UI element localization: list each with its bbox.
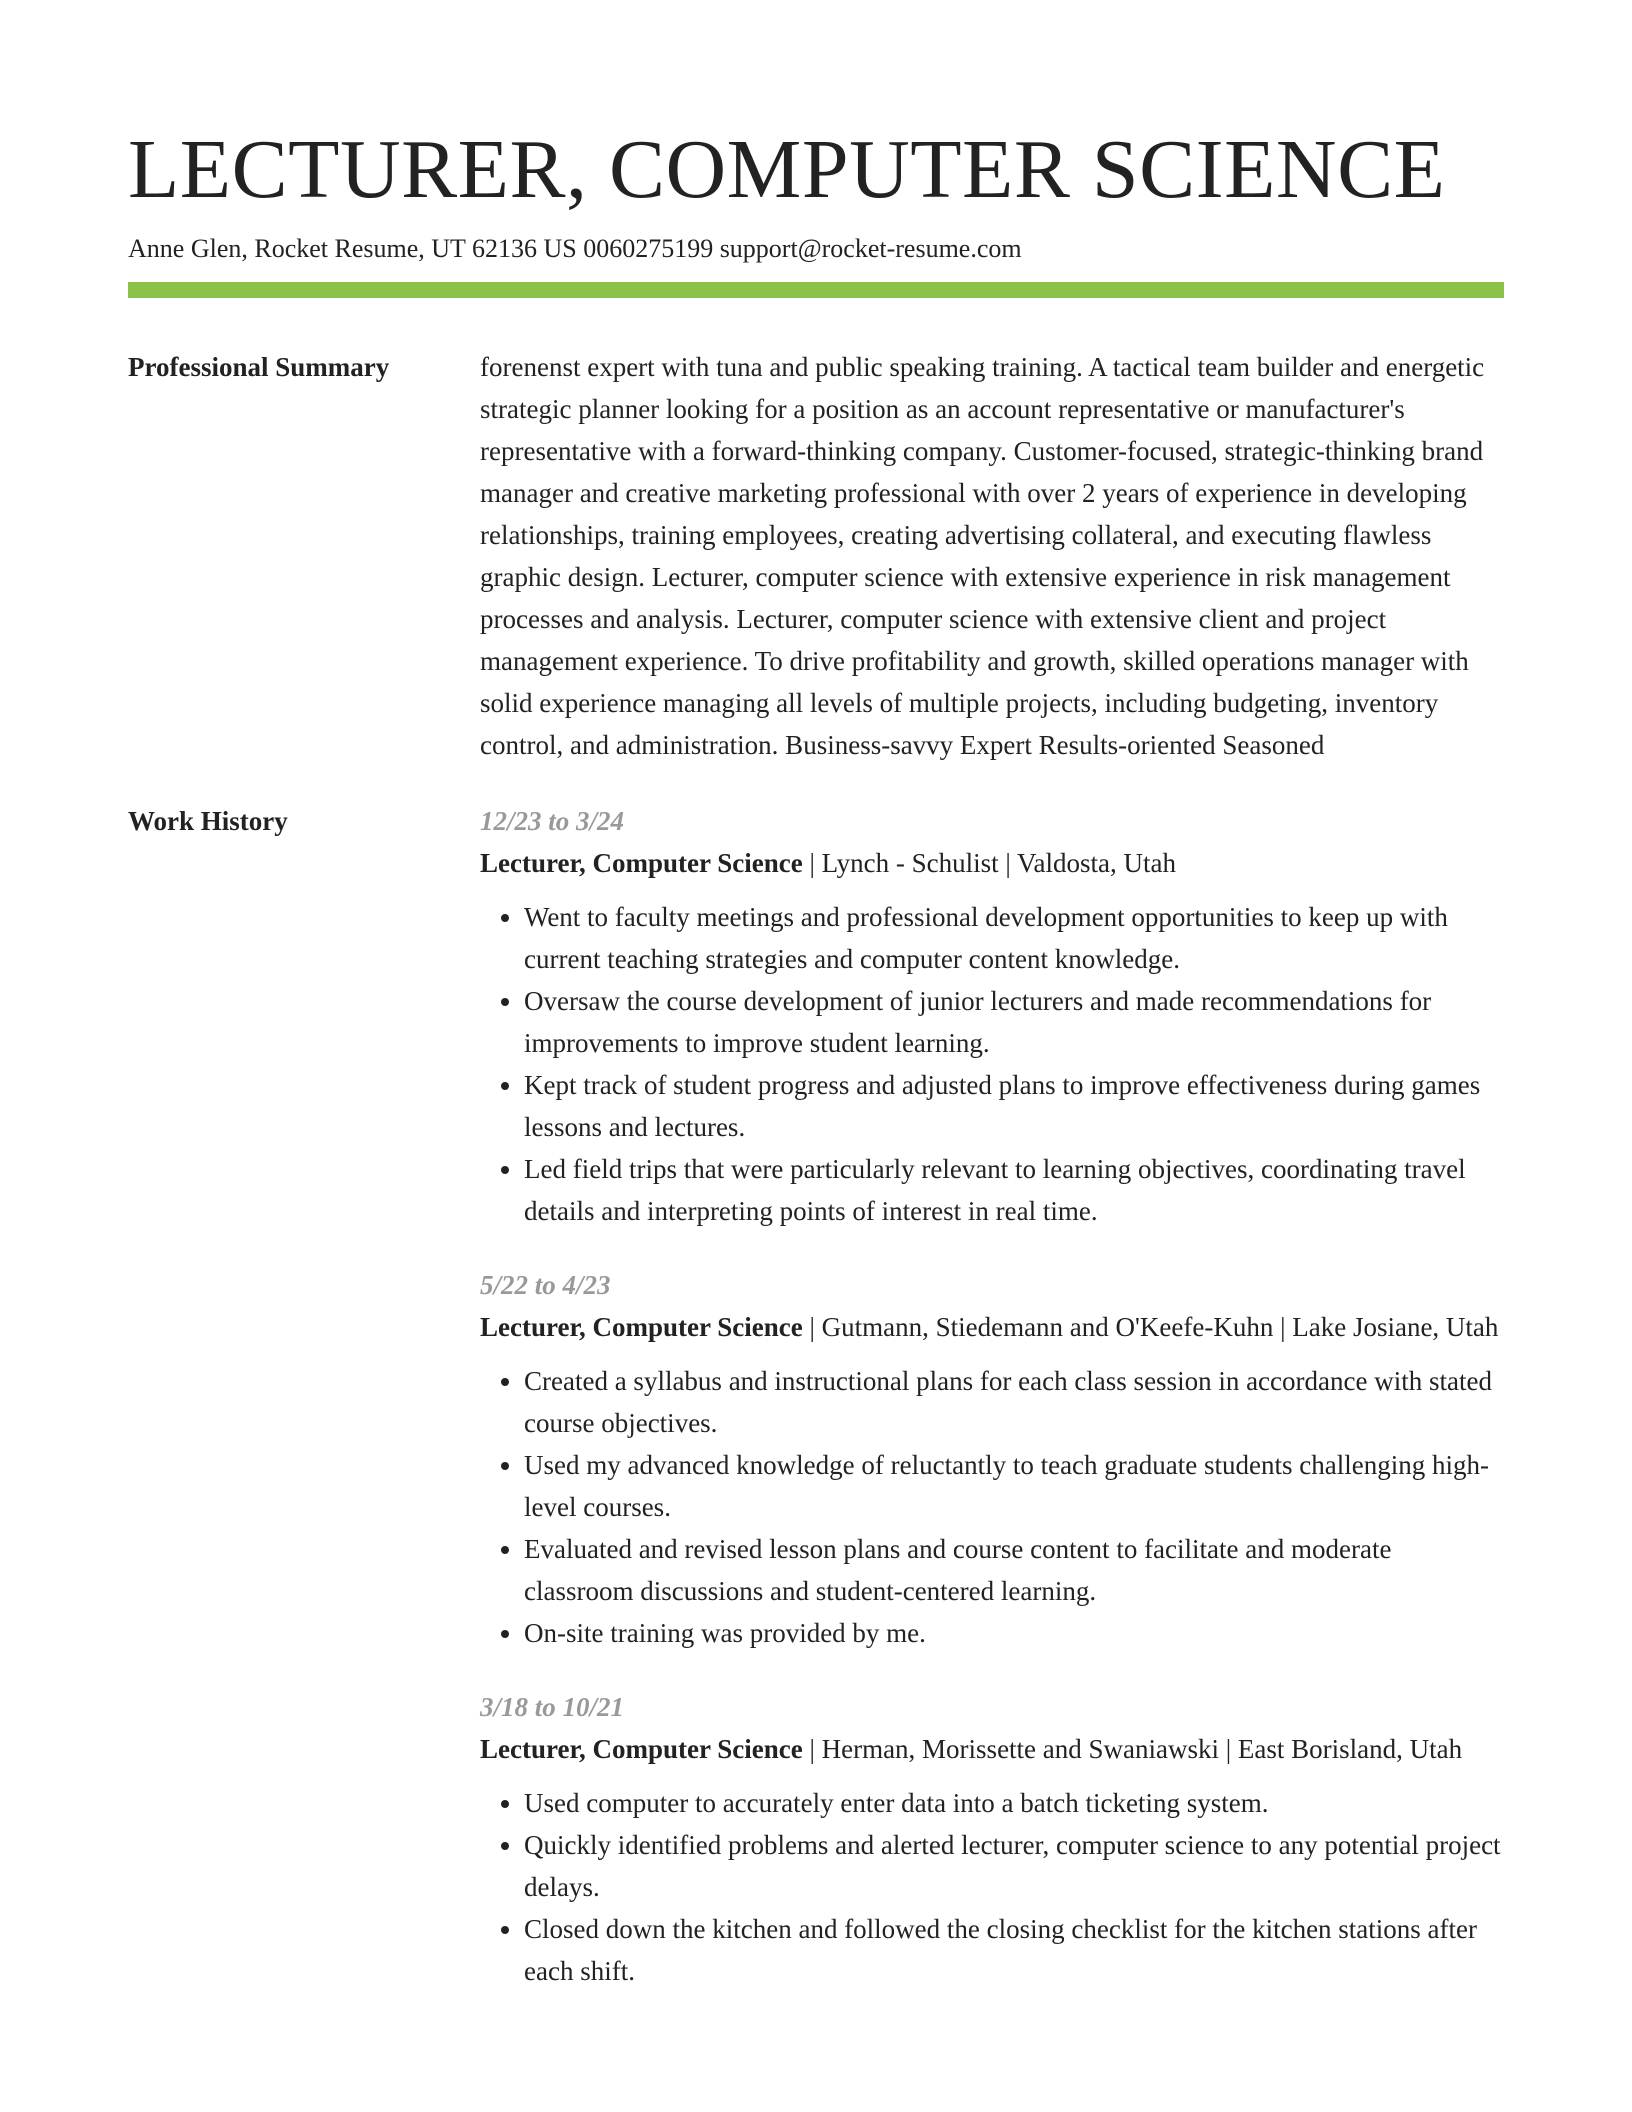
summary-heading: Professional Summary [128,352,390,382]
summary-section [128,346,1504,766]
resume-page [128,120,1504,2058]
job-date: 12/23 to 3/24 [480,806,625,836]
job-heading [480,842,1504,884]
job-date: 3/18 to 10/21 [480,1692,625,1722]
job-details: | Herman, Morissette and Swaniawski | East Borisland, Utah [802,1734,1463,1764]
job-bullet: • On-site training was provided by me. [524,1612,1504,1654]
job-entry [480,800,1504,1232]
work-history-heading: Work History [128,806,288,836]
job-bullet: • Created a syllabus and instructional plans for each class session in accordance with stated course objectives. [524,1360,1504,1444]
job-bullet: • Used computer to accurately enter data into a batch ticketing system. [524,1782,1504,1824]
job-title: Lecturer, Computer Science [480,1734,803,1764]
job-heading [480,1728,1504,1770]
work-history-section [128,800,1504,2024]
job-bullet: • Evaluated and revised lesson plans and course content to facilitate and moderate classroom discussions and student-centered learning. [524,1528,1504,1612]
job-bullets [480,1782,1504,1992]
contact-line: Anne Glen, Rocket Resume, UT 62136 US 0060275199 support@rocket-resume.com [128,234,1022,263]
job-date: 5/22 to 4/23 [480,1270,611,1300]
job-details: | Gutmann, Stiedemann and O'Keefe-Kuhn | Lake Josiane, Utah [802,1312,1499,1342]
job-bullet: • Closed down the kitchen and followed the closing checklist for the kitchen stations after each shift. [524,1908,1504,1992]
job-bullet: • Kept track of student progress and adjusted plans to improve effectiveness during games lessons and lectures. [524,1064,1504,1148]
job-details: | Lynch - Schulist | Valdosta, Utah [802,848,1176,878]
job-title: Lecturer, Computer Science [480,1312,803,1342]
job-heading [480,1306,1504,1348]
summary-body [480,346,1504,766]
job-entry [480,1686,1504,1992]
header-divider [128,282,1504,298]
job-bullet: • Used my advanced knowledge of reluctantly to teach graduate students challenging high-level courses. [524,1444,1504,1528]
work-history-body [480,800,1504,2024]
job-bullet: • Went to faculty meetings and professional development opportunities to keep up with current teaching strategies and computer content knowledge. [524,896,1504,980]
job-entry [480,1264,1504,1654]
job-bullet: • Oversaw the course development of junior lecturers and made recommendations for improvements to improve student learning. [524,980,1504,1064]
summary-text: forenenst expert with tuna and public speaking training. A tactical team builder and energetic strategic planner looking for a position as an account representative or manufacturer's representative with a forward-thinking company. Customer-focused, strategic-thinking brand manager and creative marketing professional with over 2 years of experience in developing relationships, training employees, creating advertising collateral, and executing flawless graphic design. Lecturer, computer science with extensive experience in risk management processes and analysis. Lecturer, computer science with extensive client and project management experience. To drive profitability and growth, skilled operations manager with solid experience managing all levels of multiple projects, including budgeting, inventory control, and administration. Business-savvy Expert Results-oriented Seasoned [480,352,1485,760]
job-title: Lecturer, Computer Science [480,848,803,878]
job-bullets [480,1360,1504,1654]
job-bullet: • Quickly identified problems and alerted lecturer, computer science to any potential project delays. [524,1824,1504,1908]
page-title: LECTURER, COMPUTER SCIENCE [128,123,1446,216]
job-bullets [480,896,1504,1232]
job-bullet: • Led field trips that were particularly relevant to learning objectives, coordinating travel details and interpreting points of interest in real time. [524,1148,1504,1232]
